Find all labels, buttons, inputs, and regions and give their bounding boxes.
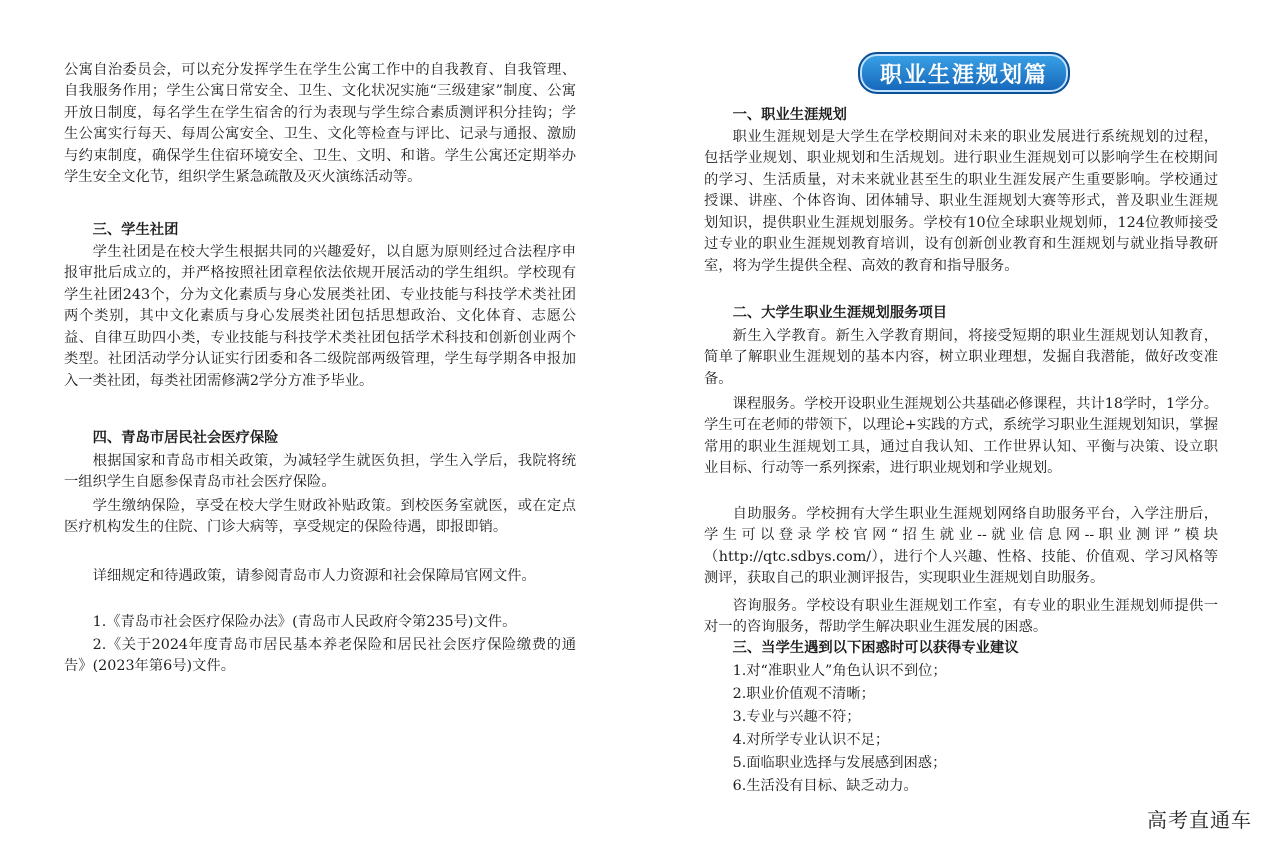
advice-item: 4.对所学专业认识不足； xyxy=(732,732,890,748)
consult-service-paragraph: 咨询服务。学校设有职业生涯规划工作室，有专业的职业生涯规划师提供一对一的咨询服务，帮助学生解决职业生涯发展的困惑。 xyxy=(704,598,1218,636)
advice-item: 1.对“准职业人”角色认识不到位； xyxy=(732,663,947,679)
new-student-paragraph: 新生入学教育。新生入学教育期间，将接受短期的职业生涯规划认知教育，简单了解职业生涯规划的基本内容，树立职业理想，发掘自我潜能，做好改变准备。 xyxy=(704,328,1218,387)
heading-service-items: 二、大学生职业生涯规划服务项目 xyxy=(732,305,948,321)
heading-advice: 三、当学生遇到以下困惑时可以获得专业建议 xyxy=(732,640,1019,656)
section-heading-clubs: 三、学生社团 xyxy=(92,222,179,238)
insurance-paragraph-3: 详细规定和待遇政策，请参阅青岛市人力资源和社会保障局官网文件。 xyxy=(92,568,536,584)
dorm-paragraph: 公寓自治委员会，可以充分发挥学生在学生公寓工作中的自我教育、自我管理、自我服务作用；学生公寓日常安全、卫生、文化状况实施“三级建家”制度、公寓开放日制度，每名学生在学生宿舍的行为表现与学生综合素质测评积分挂钩；学生公寓实行每天、每周公寓安全、卫生、文化等检查与评比、记录与通报、激励与约束制度，确保学生住宿环境安全、卫生、文明、和谐。学生公寓还定期举办学生安全文化节，组织学生紧急疏散及灭火演练活动等。 xyxy=(64,62,576,186)
self-service-paragraph: 自助服务。学校拥有大学生职业生涯规划网络自助服务平台，入学注册后，学生可以登录学校官网“招生就业--就业信息网--职业测评”模块（http://qtc.sdbys.com/），进行个人兴趣、性格、技能、价值观、学习风格等测评，获取自己的职业测评报告，实现职业生涯规划自助服务。 xyxy=(704,506,1218,587)
insurance-paragraph-1: 根据国家和青岛市相关政策，为减轻学生就医负担，学生入学后，我院将统一组织学生自愿参保青岛市社会医疗保险。 xyxy=(64,453,576,491)
course-service-paragraph: 课程服务。学校开设职业生涯规划公共基础必修课程，共计18学时，1学分。学生可在老师的带领下，以理论+实践的方式，系统学习职业生涯规划知识，掌握常用的职业生涯规划工具，通过自我认知、工作世界认知、平衡与决策、设立职业目标、行动等一系列探索，进行职业规划和学业规划。 xyxy=(704,396,1218,477)
advice-item: 2.职业价值观不清晰； xyxy=(732,686,875,702)
reference-2: 2.《关于2024年度青岛市居民基本养老保险和居民社会医疗保险缴费的通告》(2023年第6号)文件。 xyxy=(64,637,576,675)
insurance-paragraph-2: 学生缴纳保险，享受在校大学生财政补贴政策。到校医务室就医，或在定点医疗机构发生的住院、门诊大病等，享受规定的保险待遇，即报即销。 xyxy=(64,498,576,536)
watermark-text: 高考直通车 xyxy=(1147,808,1252,832)
advice-item: 6.生活没有目标、缺乏动力。 xyxy=(732,778,918,794)
reference-1: 1.《青岛市社会医疗保险办法》(青岛市人民政府令第235号)文件。 xyxy=(92,614,517,630)
advice-item: 3.专业与兴趣不符； xyxy=(732,709,861,725)
advice-item: 5.面临职业选择与发展感到困惑； xyxy=(732,755,947,771)
section-heading-insurance: 四、青岛市居民社会医疗保险 xyxy=(92,430,279,446)
clubs-paragraph: 学生社团是在校大学生根据共同的兴趣爱好，以自愿为原则经过合法程序申报审批后成立的，并严格按照社团章程依法依规开展活动的学生组织。学校现有学生社团243个，分为文化素质与身心发展类社团、专业技能与科技学术类社团两个类别，其中文化素质与身心发展类社团包括思想政治、文化体育、志愿公益、自律互助四小类，专业技能与科技学术类社团包括学术科技和创新创业两个类型。社团活动学分认证实行团委和各二级院部两级管理，学生每学期各申报加入一类社团，每类社团需修满2学分方准予毕业。 xyxy=(64,244,576,389)
section-title-badge: 职业生涯规划篇 xyxy=(858,52,1070,94)
heading-career-planning: 一、职业生涯规划 xyxy=(732,107,847,123)
career-planning-paragraph: 职业生涯规划是大学生在学校期间对未来的职业发展进行系统规划的过程，包括学业规划、职业规划和生活规划。进行职业生涯规划可以影响学生在校期间的学习、生活质量，对未来就业甚至生的职业生涯发展产生重要影响。学校通过授课、讲座、个体咨询、团体辅导、职业生涯规划大赛等形式，普及职业生涯规划知识，提供职业生涯规划服务。学校有10位全球职业规划师，124位教师接受过专业的职业生涯规划教育培训，设有创新创业教育和生涯规划与就业指导教研室，将为学生提供全程、高效的教育和指导服务。 xyxy=(704,129,1218,274)
